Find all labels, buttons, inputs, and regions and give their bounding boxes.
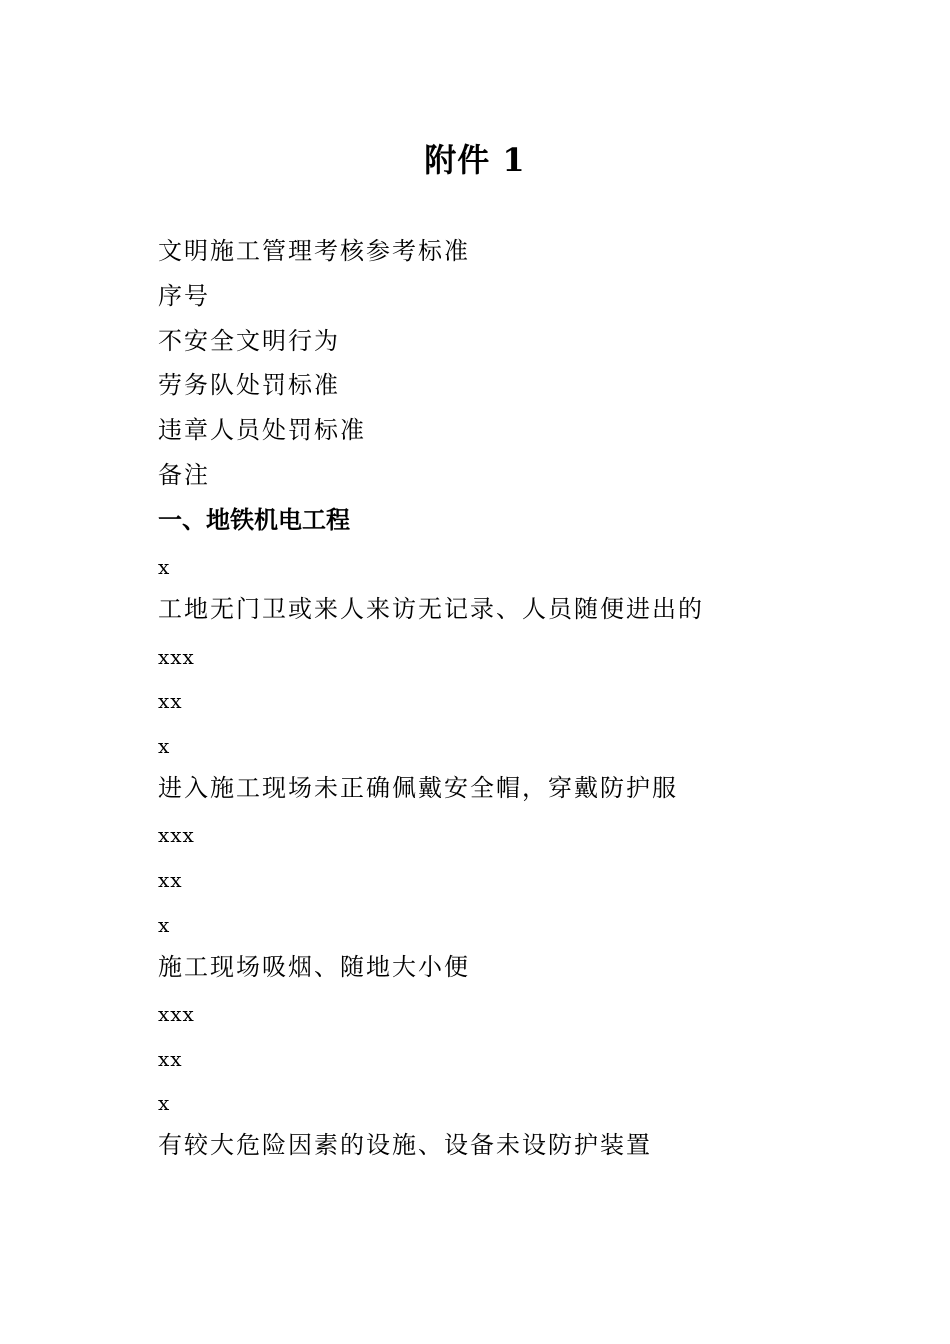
column-label-behavior: 不安全文明行为 xyxy=(158,327,340,355)
column-label-number: 序号 xyxy=(158,282,210,310)
item-number: x xyxy=(158,555,171,579)
column-label-person-penalty: 违章人员处罚标准 xyxy=(158,416,366,444)
column-label-remarks: 备注 xyxy=(158,461,210,489)
item-number: x xyxy=(158,1091,171,1115)
item-number: x xyxy=(158,913,171,937)
item-person-penalty: xx xyxy=(158,689,183,713)
item-behavior: 施工现场吸烟、随地大小便 xyxy=(158,953,470,981)
item-behavior: 有较大危险因素的设施、设备未设防护装置 xyxy=(158,1131,652,1159)
page-title: 附件 1 xyxy=(424,141,526,179)
document-subtitle: 文明施工管理考核参考标准 xyxy=(158,237,470,265)
item-behavior: 工地无门卫或来人来访无记录、人员随便进出的 xyxy=(158,595,704,623)
item-number: x xyxy=(158,734,171,758)
column-label-team-penalty: 劳务队处罚标准 xyxy=(158,371,340,399)
item-team-penalty: xxx xyxy=(158,823,195,847)
item-behavior: 进入施工现场未正确佩戴安全帽，穿戴防护服 xyxy=(158,774,678,802)
item-person-penalty: xx xyxy=(158,868,183,892)
item-team-penalty: xxx xyxy=(158,1002,195,1026)
section-heading: 一、地铁机电工程 xyxy=(158,506,350,534)
item-team-penalty: xxx xyxy=(158,645,195,669)
item-person-penalty: xx xyxy=(158,1047,183,1071)
